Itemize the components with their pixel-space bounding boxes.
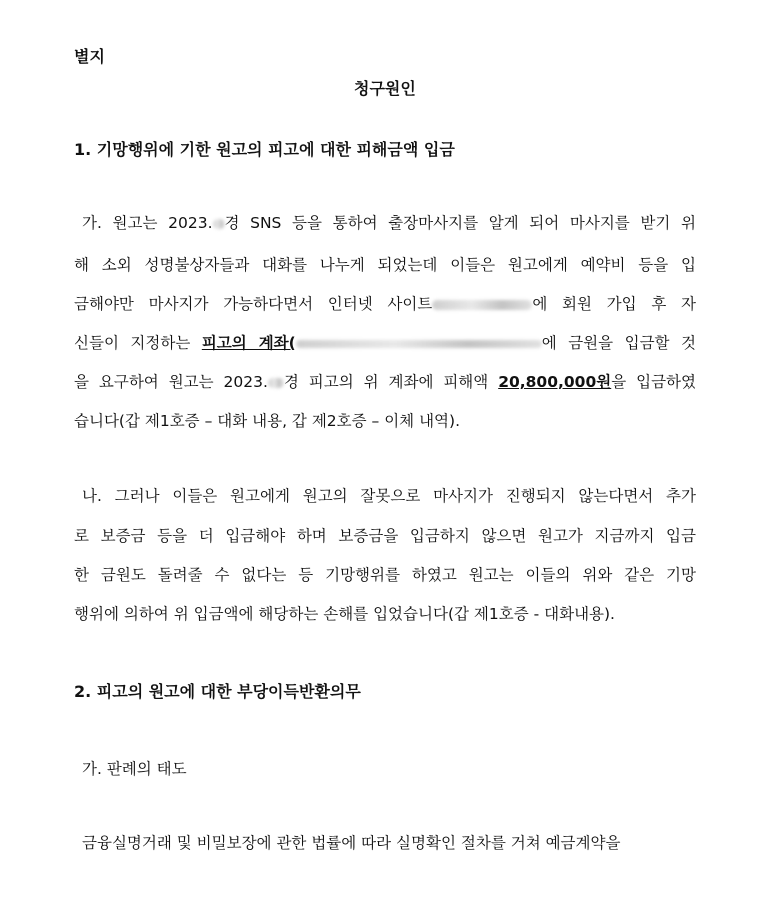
para-ga-line-3: 금해야만 마사지가 가능하다면서 인터넷 사이트 에 회원 가입 후 자 (74, 295, 696, 313)
section-2-para-line-1: 금융실명거래 및 비밀보장에 관한 법률에 따라 실명확인 절차를 거쳐 예금계약을 (82, 834, 621, 852)
attachment-label: 별지 (74, 47, 105, 66)
section-2-subheading: 가. 판례의 태도 (82, 760, 187, 778)
document-title: 청구원인 (354, 79, 416, 98)
para-na-line-2: 로 보증금 등을 더 입금해야 하며 보증금을 입금하지 않으면 원고가 지금까지 입금 (74, 527, 696, 545)
redacted-account-number (296, 340, 542, 348)
para-na-line-4: 행위에 의하여 위 입금액에 해당하는 손해를 입었습니다(갑 제1호증 - 대화내용). (74, 605, 615, 623)
redacted-website (432, 300, 532, 310)
para-ga-line-4: 신들이 지정하는 피고의 계좌( 에 금원을 입금할 것 (74, 334, 696, 352)
redacted-date (268, 378, 284, 388)
para-ga-line-2: 해 소외 성명불상자들과 대화를 나누게 되었는데 이들은 원고에게 예약비 등을 입 (74, 256, 696, 274)
para-na-line-1: 나. 그러나 이들은 원고에게 원고의 잘못으로 마사지가 진행되지 않는다면서 추가 (82, 487, 696, 505)
para-ga-line-6: 습니다(갑 제1호증 – 대화 내용, 갑 제2호증 – 이체 내역). (74, 412, 461, 430)
damage-amount: 20,800,000원 (498, 373, 612, 391)
section-1-heading: 1. 기망행위에 기한 원고의 피고에 대한 피해금액 입금 (74, 140, 455, 159)
para-ga-line-1: 가. 원고는 2023. 경 SNS 등을 통하여 출장마사지를 알게 되어 마사지를 받기 위 (82, 214, 697, 232)
para-na-line-3: 한 금원도 돌려줄 수 없다는 등 기망행위를 하였고 원고는 이들의 위와 같은 기망 (74, 566, 696, 584)
section-2-heading: 2. 피고의 원고에 대한 부당이득반환의무 (74, 682, 361, 701)
defendant-account-label: 피고의 계좌( (201, 334, 296, 352)
para-ga-line-5: 을 요구하여 원고는 2023. 경 피고의 위 계좌에 피해액 20,800,000원을 입금하였 (74, 373, 696, 391)
redacted-text (213, 219, 225, 229)
